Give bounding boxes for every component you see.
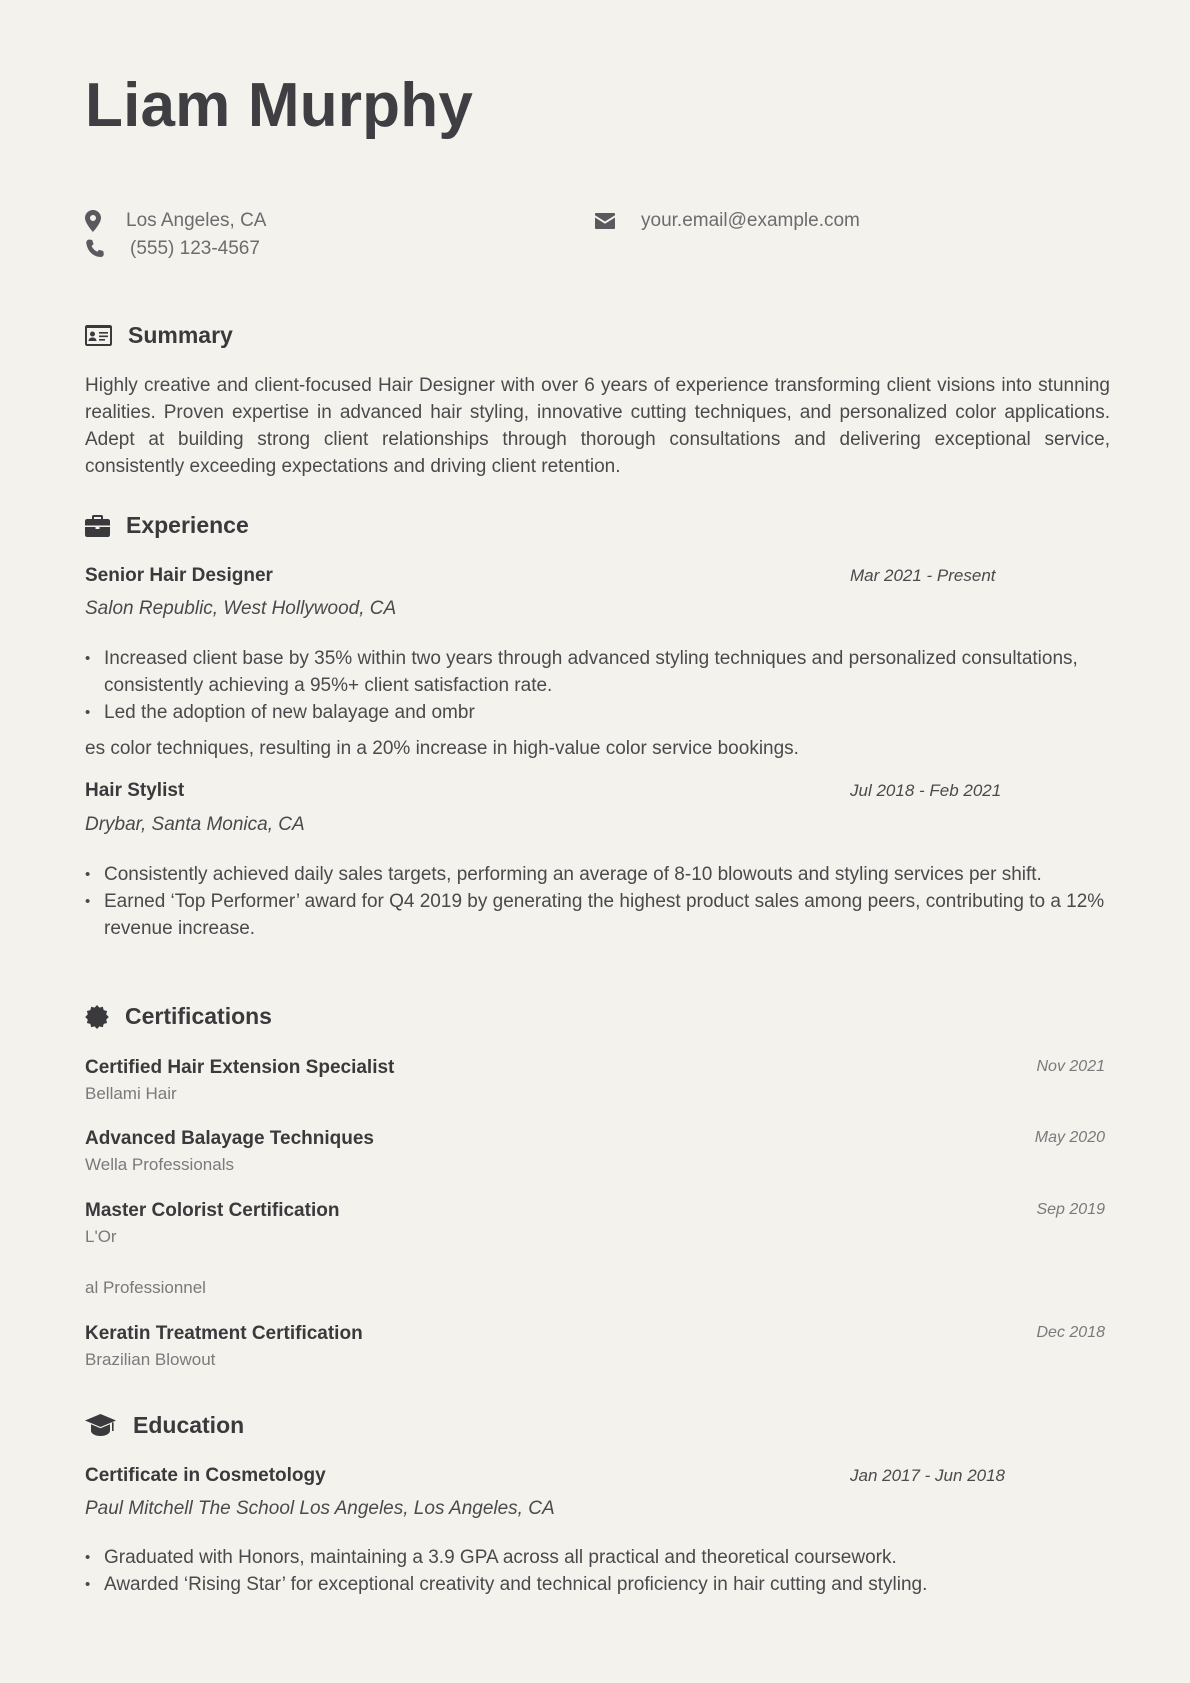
cert-name: Master Colorist Certification xyxy=(85,1200,340,1221)
id-card-icon xyxy=(85,325,112,346)
list-item: • Increased client base by 35% within two years through advanced styling techniques and personalized consultations, consistently achieving a 95%+ client satisfaction rate. xyxy=(85,645,1105,699)
phone-icon xyxy=(85,239,105,259)
certifications-title: Certifications xyxy=(125,1003,272,1029)
job-org: Salon Republic, West Hollywood, CA xyxy=(85,598,397,619)
cert-issuer-continuation: al Professionnel xyxy=(85,1278,206,1297)
job-bullets xyxy=(85,861,1105,942)
cert-date: Dec 2018 xyxy=(1036,1324,1105,1341)
list-item: • Graduated with Honors, maintaining a 3.9 GPA across all practical and theoretical coursework. xyxy=(85,1544,1105,1571)
cert-name: Advanced Balayage Techniques xyxy=(85,1128,374,1149)
map-pin-icon xyxy=(85,210,101,232)
experience-title: Experience xyxy=(126,512,249,538)
job-date: Mar 2021 - Present xyxy=(850,566,996,585)
badge-icon xyxy=(85,1005,109,1029)
cert-date: Sep 2019 xyxy=(1036,1201,1105,1218)
briefcase-icon xyxy=(85,515,110,537)
education-title: Education xyxy=(133,1412,245,1438)
list-item: • Awarded ‘Rising Star’ for exceptional creativity and technical proficiency in hair cutting and styling. xyxy=(85,1571,1105,1598)
cert-issuer: Wella Professionals xyxy=(85,1155,234,1174)
cert-issuer: Brazilian Blowout xyxy=(85,1350,216,1369)
candidate-name: Liam Murphy xyxy=(85,71,474,140)
education-org: Paul Mitchell The School Los Angeles, Los Angeles, CA xyxy=(85,1498,555,1519)
summary-heading xyxy=(85,322,233,349)
list-item: • Earned ‘Top Performer’ award for Q4 2019 by generating the highest product sales among peers, contributing to a 12% revenue increase. xyxy=(85,888,1105,942)
education-heading xyxy=(85,1412,244,1439)
bullet-continuation: es color techniques, resulting in a 20% increase in high-value color service bookings. xyxy=(85,738,799,759)
education-bullets xyxy=(85,1544,1105,1598)
contact-info xyxy=(85,210,1105,270)
job-date: Jul 2018 - Feb 2021 xyxy=(850,781,1002,800)
list-item: • Led the adoption of new balayage and ombr xyxy=(85,699,1105,726)
email-link[interactable]: your.email@example.com xyxy=(641,210,860,231)
job-title: Hair Stylist xyxy=(85,780,185,801)
cert-issuer: Bellami Hair xyxy=(85,1084,177,1103)
cert-issuer: L'Or xyxy=(85,1227,117,1246)
contact-location xyxy=(85,210,266,232)
cert-date: Nov 2021 xyxy=(1036,1058,1105,1075)
experience-heading xyxy=(85,512,249,539)
list-item: • Consistently achieved daily sales targets, performing an average of 8-10 blowouts and styling services per shift. xyxy=(85,861,1105,888)
phone-text: (555) 123-4567 xyxy=(130,238,260,259)
envelope-icon xyxy=(595,213,615,229)
cert-name: Keratin Treatment Certification xyxy=(85,1323,363,1344)
cert-date: May 2020 xyxy=(1034,1129,1105,1146)
job-title: Senior Hair Designer xyxy=(85,565,273,586)
job-org: Drybar, Santa Monica, CA xyxy=(85,814,305,835)
education-title-item: Certificate in Cosmetology xyxy=(85,1465,326,1486)
location-text: Los Angeles, CA xyxy=(126,210,267,231)
summary-text: Highly creative and client-focused Hair Designer with over 6 years of experience transforming client visions into stunning realities. Proven expertise in advanced hair styling, innovative cutting techniques, and personalized color applications. Adept at building strong client relationships through thorough consultations and delivering exceptional service, consistently exceeding expectations and driving client retention. xyxy=(85,375,1110,477)
contact-phone xyxy=(85,238,260,260)
certifications-heading xyxy=(85,1003,272,1030)
education-date: Jan 2017 - Jun 2018 xyxy=(850,1466,1006,1485)
job-bullets xyxy=(85,645,1105,726)
graduation-cap-icon xyxy=(85,1414,116,1438)
contact-email[interactable] xyxy=(595,210,860,232)
summary-title: Summary xyxy=(128,322,233,348)
cert-name: Certified Hair Extension Specialist xyxy=(85,1057,395,1078)
